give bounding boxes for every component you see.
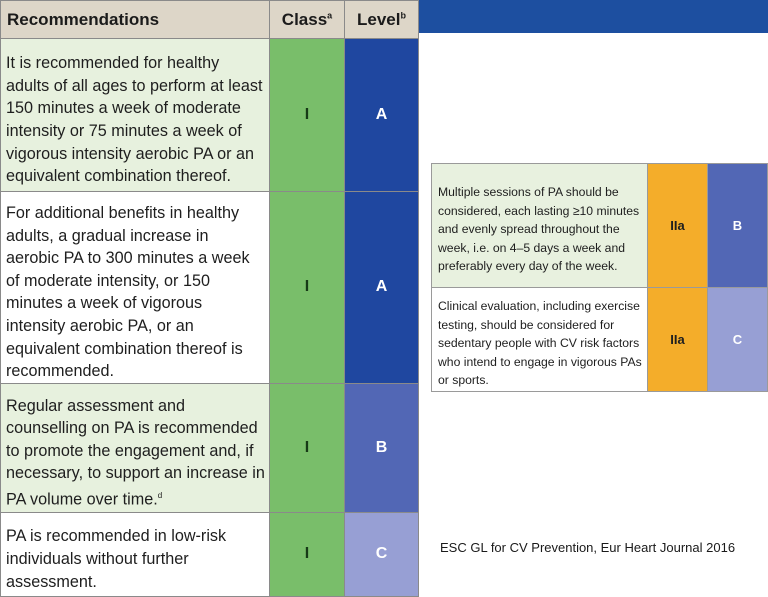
- recommendation-text: Regular assessment and counselling on PA is recommended to promote the engagement and, if necessary, to support an increase in PA volume over time.$^d$: [6, 396, 265, 509]
- class-cell: I: [270, 512, 345, 596]
- level-header: Level$^b$: [345, 1, 419, 39]
- table-row: [432, 164, 768, 288]
- level-cell: B: [708, 164, 768, 288]
- table-row: [1, 512, 419, 596]
- level-cell: C: [708, 288, 768, 392]
- footnote-marker: d: [157, 490, 163, 500]
- recommendation-cell: [1, 512, 270, 596]
- header-color-bar: [418, 0, 768, 33]
- class-cell: IIa: [648, 164, 708, 288]
- recommendation-cell: [1, 383, 270, 512]
- recommendations-header: Recommendations: [1, 1, 270, 39]
- recommendation-text: Clinical evaluation, including exercise testing, should be considered for sedentary people with CV risk factors who intend to engage in vigorous PAs or sports.: [438, 299, 642, 388]
- level-cell: B: [345, 383, 419, 512]
- class-cell: I: [270, 192, 345, 384]
- recommendation-text: For additional benefits in healthy adults, a gradual increase in aerobic PA to 300 minutes a week of moderate intensity, or 150 minutes a week of vigorous intensity aerobic PA, or an equivalent combination thereof is recommended.: [6, 204, 250, 381]
- recommendation-cell: [432, 164, 648, 288]
- additional-recommendations-table: [431, 163, 768, 392]
- class-cell: I: [270, 383, 345, 512]
- class-cell: IIa: [648, 288, 708, 392]
- table-header-row: [1, 1, 419, 39]
- level-cell: C: [345, 512, 419, 596]
- table-row: [1, 39, 419, 192]
- recommendation-text: Multiple sessions of PA should be considered, each lasting ≥10 minutes and evenly spread throughout the week, i.e. on 4–5 days a week and preferably every day of the week.: [438, 185, 640, 274]
- class-cell: I: [270, 39, 345, 192]
- table-row: [432, 288, 768, 392]
- recommendation-cell: [1, 39, 270, 192]
- level-cell: A: [345, 39, 419, 192]
- source-caption: ESC GL for CV Prevention, Eur Heart Journal 2016: [440, 540, 736, 555]
- table-row: [1, 192, 419, 384]
- class-header: Class$^a$: [270, 1, 345, 39]
- table-row: [1, 383, 419, 512]
- recommendation-cell: [432, 288, 648, 392]
- recommendation-text: PA is recommended in low-risk individuals without further assessment.: [6, 527, 227, 591]
- recommendation-text: It is recommended for healthy adults of all ages to perform at least 150 minutes a week of moderate intensity or 75 minutes a week of vigorous intensity aerobic PA or an equivalent combination thereof.: [6, 54, 263, 186]
- level-cell: A: [345, 192, 419, 384]
- recommendation-cell: [1, 192, 270, 384]
